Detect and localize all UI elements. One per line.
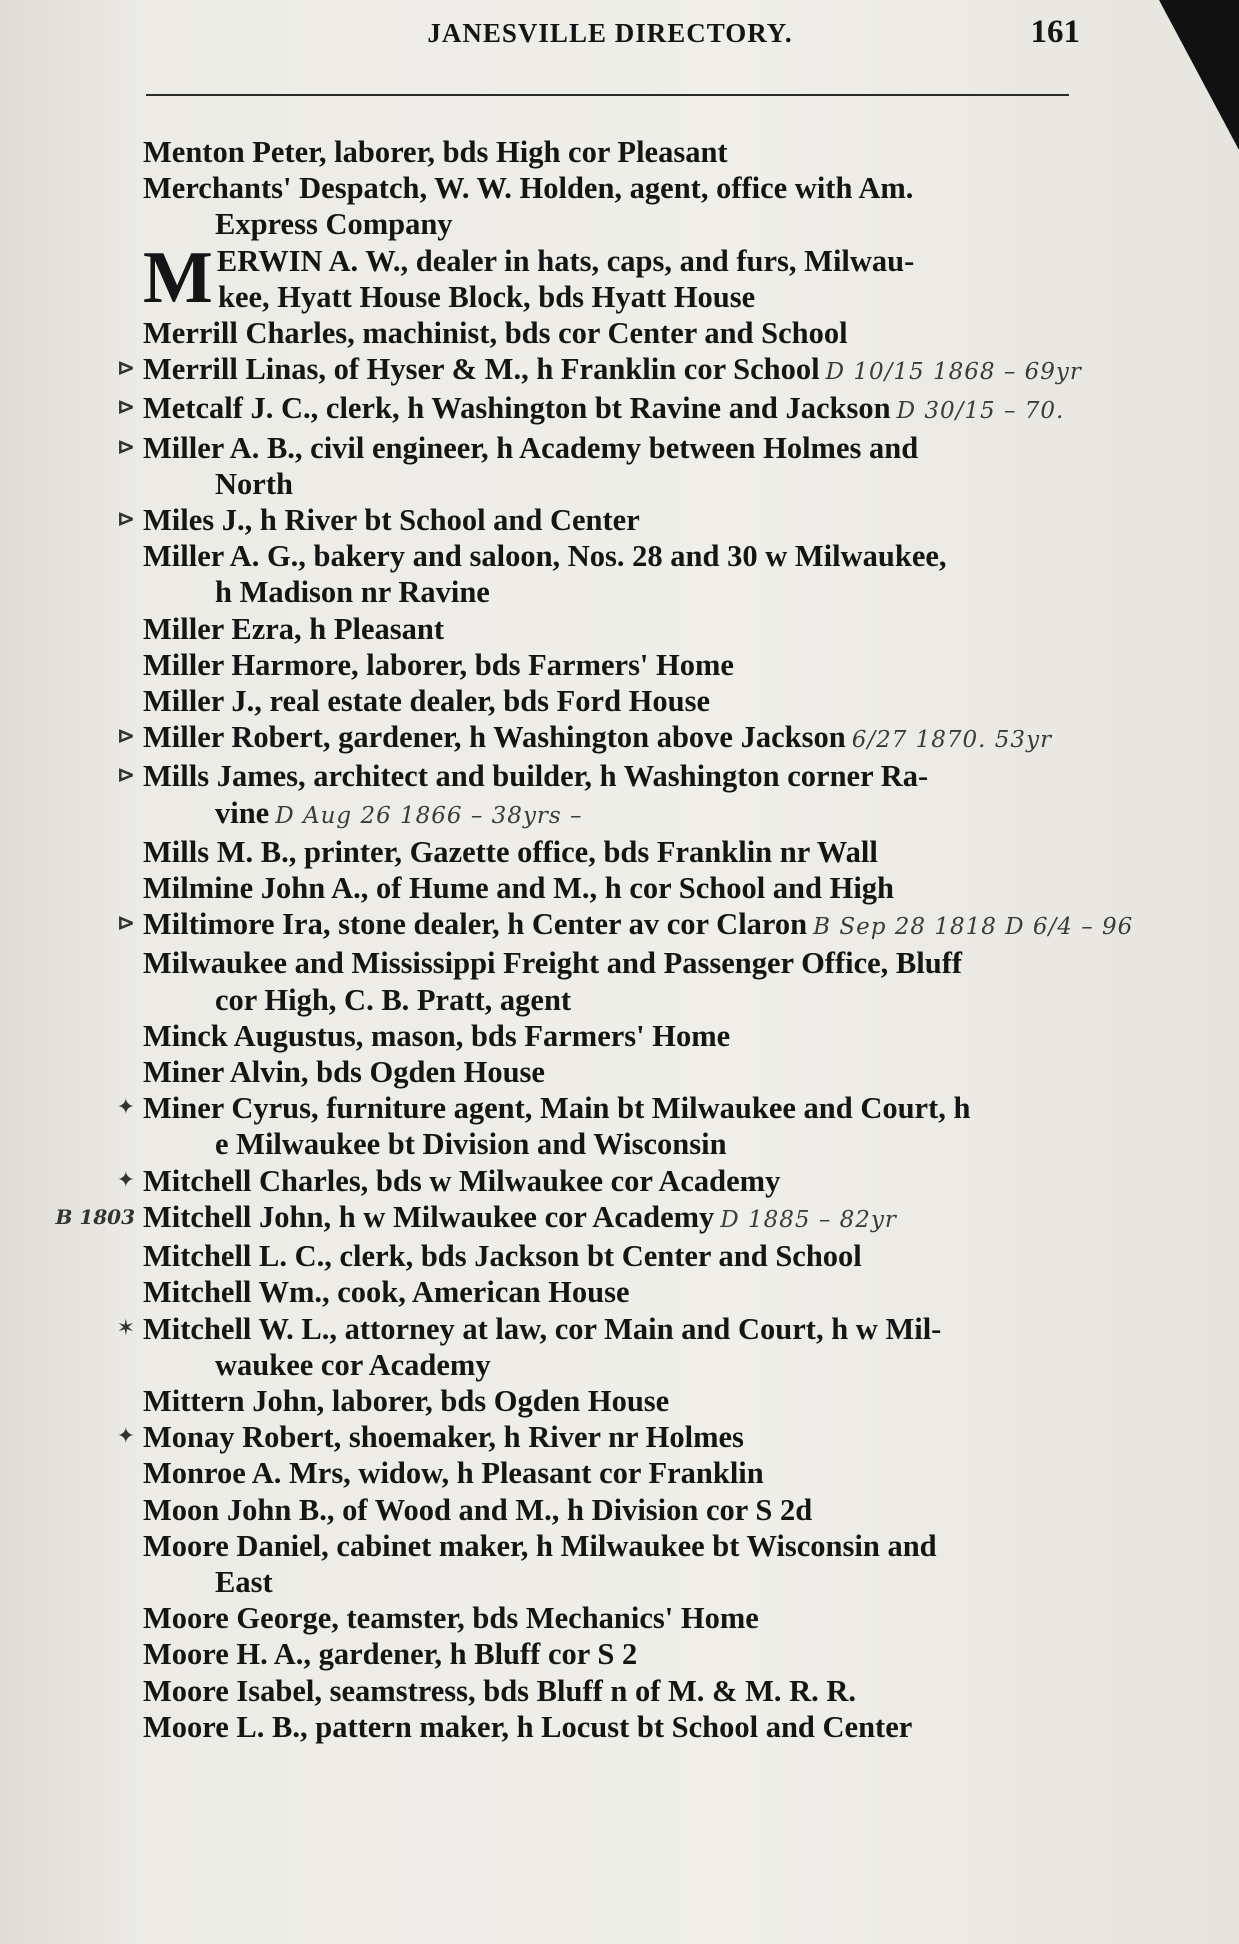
entry-text: Moore George, teamster, bds Mechanics' Home <box>143 1601 759 1636</box>
directory-entry <box>0 906 1239 945</box>
directory-entry <box>0 1054 1239 1090</box>
entry-text: Miles J., h River bt School and Center <box>143 503 640 538</box>
directory-entry <box>0 236 1239 319</box>
directory-entry <box>0 1455 1239 1491</box>
directory-entry <box>0 647 1239 683</box>
directory-entry <box>0 315 1239 351</box>
directory-entry <box>0 870 1239 906</box>
entry-continuation: h Madison nr Ravine <box>215 575 490 610</box>
margin-mark: ⊳ <box>116 911 135 937</box>
directory-entry <box>0 170 1239 242</box>
drop-cap: M <box>143 236 213 319</box>
page-number: 161 <box>1030 14 1080 50</box>
entry-text: Monroe A. Mrs, widow, h Pleasant cor Franklin <box>143 1456 764 1491</box>
margin-mark: ✦ <box>116 1095 135 1121</box>
directory-entry <box>0 1636 1239 1672</box>
handwritten-annotation: D 30/15 – 70. <box>896 398 1065 425</box>
margin-mark: ✦ <box>116 1424 135 1450</box>
entry-continuation: kee, Hyatt House Block, bds Hyatt House <box>218 279 756 314</box>
directory-entry <box>0 945 1239 1017</box>
entry-continuation: vine <box>215 795 270 830</box>
entry-text: Miltimore Ira, stone dealer, h Center av cor Claron <box>143 907 808 942</box>
entry-text: Mitchell John, h w Milwaukee cor Academy <box>143 1199 715 1234</box>
entry-continuation: waukee cor Academy <box>215 1347 491 1382</box>
entry-text: Mills M. B., printer, Gazette office, bds Franklin nr Wall <box>143 834 878 869</box>
margin-mark: ⊳ <box>116 356 135 382</box>
margin-mark: ✶ <box>116 1315 135 1341</box>
entry-text: Mittern John, laborer, bds Ogden House <box>143 1383 670 1418</box>
directory-entry <box>0 1018 1239 1054</box>
entry-text: Merchants' Despatch, W. W. Holden, agent, office with Am. <box>143 171 914 206</box>
entry-text: Menton Peter, laborer, bds High cor Pleasant <box>143 135 728 169</box>
entry-text: Merrill Charles, machinist, bds cor Center and School <box>143 316 848 351</box>
directory-entry <box>0 538 1239 610</box>
directory-entry <box>0 351 1239 390</box>
entry-text: Miller Harmore, laborer, bds Farmers' Home <box>143 647 734 682</box>
dark-page-corner <box>1159 0 1239 150</box>
entry-text: Miller Robert, gardener, h Washington above Jackson <box>143 720 846 755</box>
directory-entry <box>0 1311 1239 1383</box>
entry-text: Moon John B., of Wood and M., h Division cor S 2d <box>143 1492 813 1527</box>
entry-continuation: cor High, C. B. Pratt, agent <box>215 982 572 1017</box>
entry-text: Moore Isabel, seamstress, bds Bluff n of M. & M. R. R. <box>143 1673 857 1708</box>
directory-entry <box>0 502 1239 538</box>
entry-text: ERWIN A. W., dealer in hats, caps, and furs, Milwau- <box>216 243 915 278</box>
margin-mark: ⊳ <box>116 724 135 750</box>
directory-entry <box>0 719 1239 758</box>
entry-text: Minck Augustus, mason, bds Farmers' Home <box>143 1018 731 1053</box>
entry-text: Mitchell Wm., cook, American House <box>143 1275 630 1310</box>
directory-entry <box>0 1673 1239 1709</box>
margin-mark: ⊳ <box>116 395 135 421</box>
entry-text: Monay Robert, shoemaker, h River nr Holmes <box>143 1420 744 1455</box>
directory-entry <box>0 1600 1239 1636</box>
header-rule <box>146 94 1069 96</box>
entry-text: Miner Alvin, bds Ogden House <box>143 1055 545 1090</box>
directory-entry <box>0 390 1239 429</box>
entry-continuation: East <box>215 1564 273 1599</box>
entry-text: Mitchell Charles, bds w Milwaukee cor Academy <box>143 1163 781 1198</box>
directory-entry <box>0 1238 1239 1274</box>
entry-text: Merrill Linas, of Hyser & M., h Franklin cor School <box>143 352 820 387</box>
handwritten-annotation: D Aug 26 1866 – 38yrs – <box>275 802 583 829</box>
margin-mark: ⊳ <box>116 434 135 460</box>
directory-entries <box>0 134 1239 1745</box>
margin-mark: ⊳ <box>116 763 135 789</box>
handwritten-annotation: D 1885 – 82yr <box>720 1206 897 1233</box>
entry-text: Milmine John A., of Hume and M., h cor School and High <box>143 871 895 906</box>
directory-entry <box>0 430 1239 502</box>
entry-continuation: Express Company <box>215 207 453 242</box>
entry-text: Miller J., real estate dealer, bds Ford House <box>143 684 711 719</box>
directory-entry <box>0 134 1239 170</box>
directory-entry <box>0 611 1239 647</box>
running-title: JANESVILLE DIRECTORY. <box>427 18 793 48</box>
entry-text: Mitchell L. C., clerk, bds Jackson bt Center and School <box>143 1239 862 1274</box>
directory-entry <box>0 758 1239 833</box>
directory-entry <box>0 1528 1239 1600</box>
directory-entry <box>0 1419 1239 1455</box>
directory-entry <box>0 834 1239 870</box>
entry-text: Moore H. A., gardener, h Bluff cor S 2 <box>143 1637 638 1672</box>
entry-text: Moore L. B., pattern maker, h Locust bt School and Center <box>143 1709 913 1744</box>
handwritten-annotation: D 10/15 1868 – 69yr <box>825 359 1082 386</box>
entry-text: Miller A. B., civil engineer, h Academy between Holmes and <box>143 430 919 465</box>
page-header <box>140 14 1080 64</box>
directory-entry <box>0 1090 1239 1162</box>
entry-text: Mitchell W. L., attorney at law, cor Main and Court, h w Mil- <box>143 1311 942 1346</box>
entry-text: Miller A. G., bakery and saloon, Nos. 28 and 30 w Milwaukee, <box>143 539 947 574</box>
entry-text: Miller Ezra, h Pleasant <box>143 611 444 646</box>
directory-entry <box>0 1163 1239 1199</box>
directory-entry <box>0 1199 1239 1238</box>
entry-continuation: North <box>215 466 293 501</box>
margin-mark: ⊳ <box>116 507 135 533</box>
entry-text: Mills James, architect and builder, h Washington corner Ra- <box>143 759 929 794</box>
margin-mark: ✦ <box>116 1167 135 1193</box>
directory-entry <box>0 683 1239 719</box>
entry-continuation: e Milwaukee bt Division and Wisconsin <box>215 1127 727 1162</box>
handwritten-annotation: B Sep 28 1818 D 6/4 – 96 <box>813 914 1134 941</box>
directory-entry <box>0 1709 1239 1745</box>
entry-text: Milwaukee and Mississippi Freight and Passenger Office, Bluff <box>143 946 963 981</box>
margin-mark: B 1803 <box>55 1204 135 1229</box>
directory-entry <box>0 1492 1239 1528</box>
entry-text: Miner Cyrus, furniture agent, Main bt Milwaukee and Court, h <box>143 1091 971 1126</box>
entry-text: Metcalf J. C., clerk, h Washington bt Ravine and Jackson <box>143 391 891 426</box>
directory-entry <box>0 1274 1239 1310</box>
handwritten-annotation: 6/27 1870. 53yr <box>851 727 1053 754</box>
entry-text: Moore Daniel, cabinet maker, h Milwaukee bt Wisconsin and <box>143 1528 937 1563</box>
directory-entry <box>0 1383 1239 1419</box>
